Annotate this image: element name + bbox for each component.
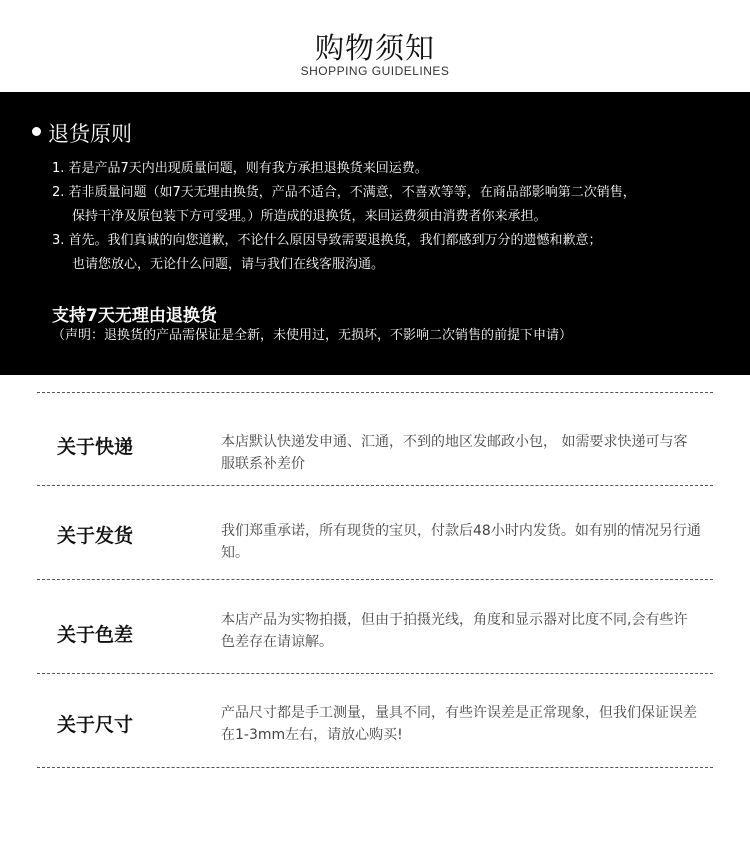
divider: [37, 579, 713, 580]
divider: [37, 767, 713, 768]
item-text-size: 产品尺寸都是手工测量，量具不同，有些许误差是正常现象，但我们保证误差在1-3mm左右，请放心购买!: [221, 705, 697, 743]
return-promise: 支持7天无理由退换货: [52, 306, 217, 326]
item-text-shipping: 本店默认快递发申通、汇通，不到的地区发邮政小包， 如需要求快递可与客服联系补差价: [221, 434, 688, 472]
returns-line-2-cont: 保持干净及原包装下方可受理。）所造成的退换货，来回运费须由消费者你来承担。: [72, 209, 547, 224]
item-title-shipping: 关于快递: [57, 436, 134, 458]
returns-line-1: 1. 若是产品7天内出现质量问题，则有我方承担退换货来回运费。: [52, 161, 428, 176]
returns-line-3-cont: 也请您放心，无论什么问题，请与我们在线客服沟通。: [72, 257, 385, 272]
page-title: 购物须知: [314, 31, 435, 65]
item-title-size: 关于尺寸: [57, 714, 134, 736]
returns-line-2: 2. 若非质量问题（如7天无理由换货，产品不适合，不满意，不喜欢等等，在商品部影响第二次销售，: [52, 185, 636, 200]
returns-panel: [0, 0, 750, 375]
bullet-icon: [32, 127, 41, 136]
divider: [37, 485, 713, 486]
returns-line-3: 3. 首先。我们真诚的向您道歉，不论什么原因导致需要退换货，我们都感到万分的遗憾和歉意；: [52, 233, 602, 248]
divider: [37, 392, 713, 393]
item-title-dispatch: 关于发货: [57, 525, 134, 547]
item-title-color: 关于色差: [57, 624, 134, 646]
returns-title: 退货原则: [48, 122, 132, 146]
page-subtitle: SHOPPING GUIDELINES: [300, 64, 450, 78]
item-text-dispatch: 我们郑重承诺，所有现货的宝贝，付款后48小时内发货。如有别的情况另行通知。: [221, 523, 701, 561]
return-note: （声明：退换货的产品需保证是全新，未使用过，无损坏，不影响二次销售的前提下申请）: [52, 328, 573, 343]
divider: [37, 673, 713, 674]
item-text-color: 本店产品为实物拍摄，但由于拍摄光线，角度和显示器对比度不同,会有些许色差存在请谅解。: [221, 612, 688, 650]
